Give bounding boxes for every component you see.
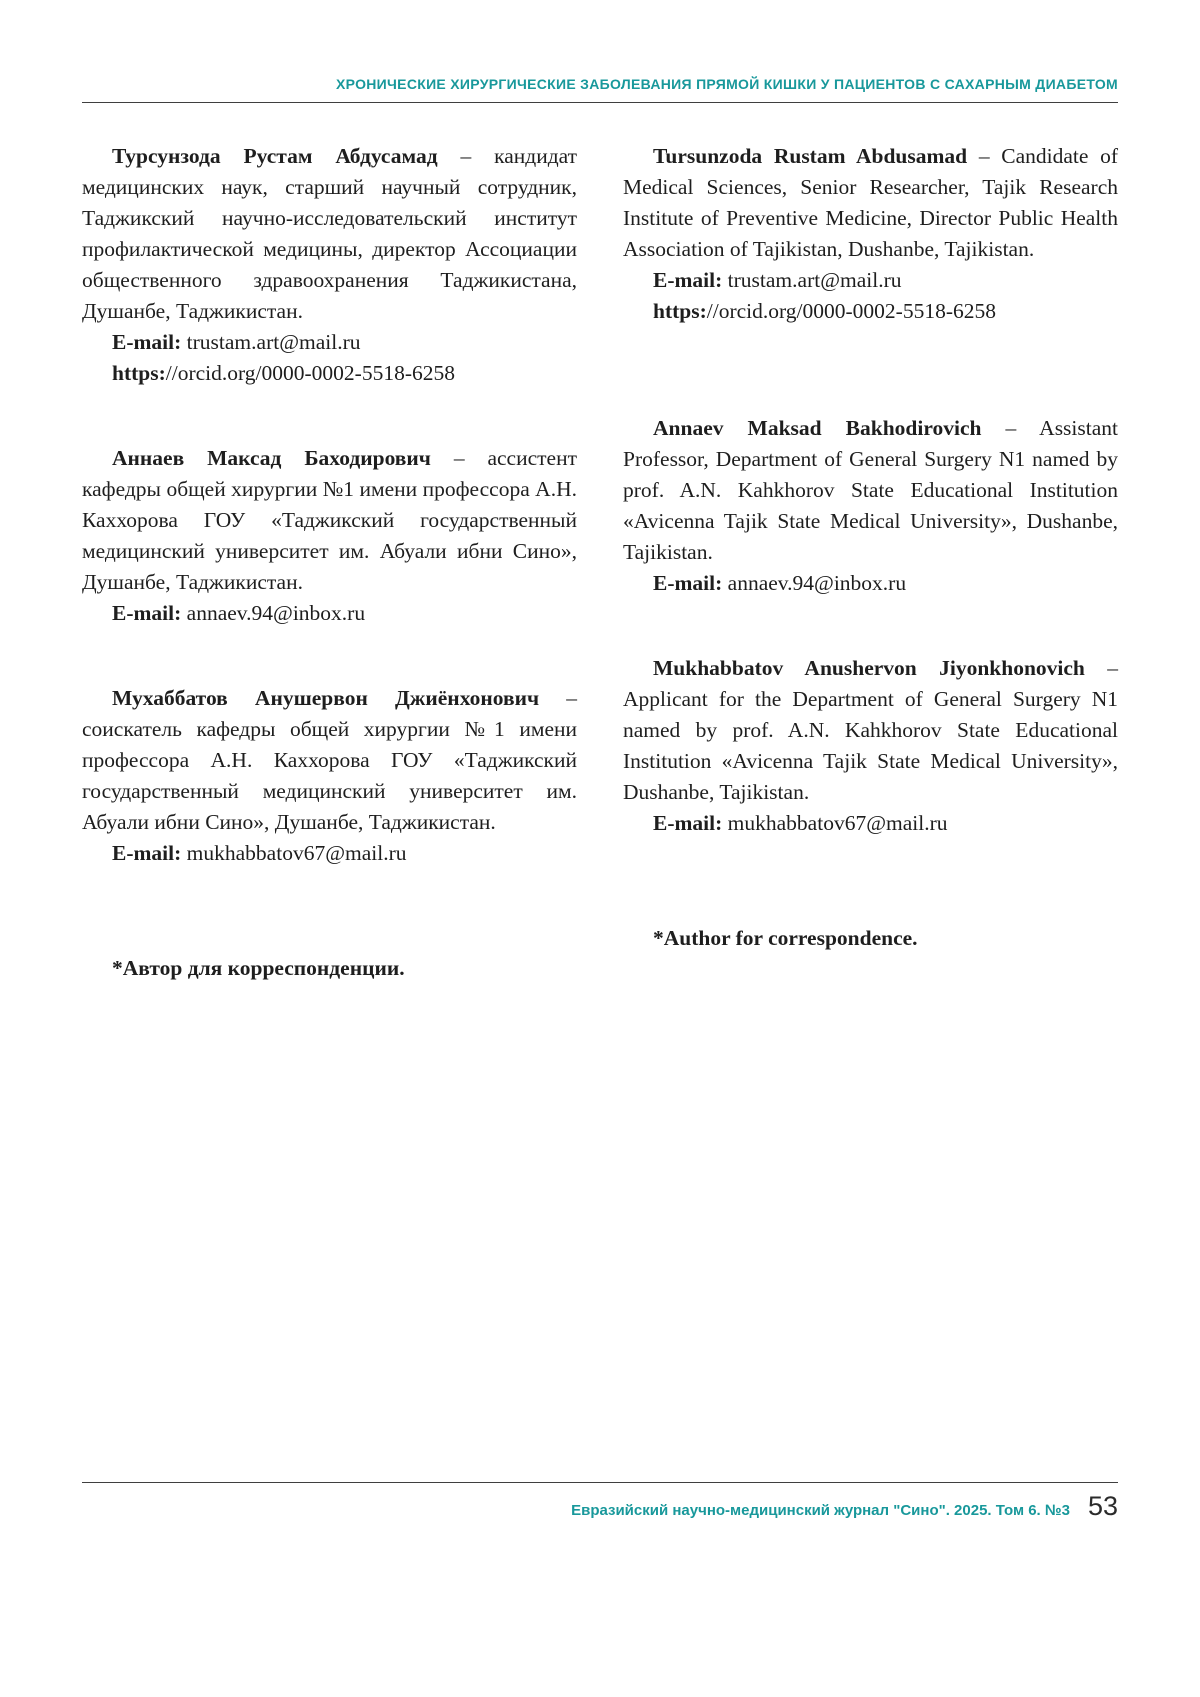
author-columns bbox=[0, 141, 1200, 984]
email-line bbox=[623, 265, 1118, 296]
correspondence-note-en: *Author for correspondence. bbox=[653, 926, 918, 950]
author-entry-ru-1 bbox=[82, 141, 577, 389]
orcid-label: https: bbox=[653, 299, 707, 323]
author-entry-en-1 bbox=[623, 141, 1118, 327]
page-footer bbox=[82, 1482, 1118, 1522]
column-english bbox=[623, 141, 1118, 984]
author-paragraph bbox=[82, 141, 577, 327]
author-description: – Applicant for the Department of General Surgery N1 named by prof. A.N. Kahkhorov State Educational Institution «Avicenna Tajik State Medical University», Dushanbe, Tajikistan. bbox=[623, 656, 1119, 804]
author-paragraph bbox=[623, 413, 1118, 568]
email-value: trustam.art@mail.ru bbox=[186, 330, 361, 354]
author-name: Аннаев Максад Баходирович bbox=[112, 446, 431, 470]
email-line bbox=[82, 327, 577, 358]
orcid-value: //orcid.org/0000-0002-5518-6258 bbox=[706, 299, 996, 323]
author-name: Мухаббатов Анушервон Джиёнхонович bbox=[112, 686, 540, 710]
author-paragraph bbox=[82, 683, 577, 838]
author-paragraph bbox=[623, 141, 1118, 265]
column-russian bbox=[82, 141, 577, 984]
orcid-line bbox=[623, 296, 1118, 327]
email-line bbox=[623, 568, 1118, 599]
author-description: – соискатель кафедры общей хирургии №1 имени профессора А.Н. Каххорова ГОУ «Таджикский государственный медицинский университет им. Абуали ибни Сино», Душанбе, Таджикистан. bbox=[82, 686, 578, 834]
author-paragraph bbox=[82, 443, 577, 598]
running-title: ХРОНИЧЕСКИЕ ХИРУРГИЧЕСКИЕ ЗАБОЛЕВАНИЯ ПРЯМОЙ КИШКИ У ПАЦИЕНТОВ С САХАРНЫМ ДИАБЕТОМ bbox=[335, 76, 1118, 92]
email-value: annaev.94@inbox.ru bbox=[186, 601, 366, 625]
email-value: mukhabbatov67@mail.ru bbox=[186, 841, 407, 865]
footer-line bbox=[82, 1491, 1118, 1522]
author-name: Турсунзода Рустам Абдусамад bbox=[112, 144, 438, 168]
author-name: Mukhabbatov Anushervon Jiyonkhonovich bbox=[653, 656, 1085, 680]
author-name: Tursunzoda Rustam Abdusamad bbox=[653, 144, 968, 168]
header-rule bbox=[82, 102, 1118, 103]
email-line bbox=[82, 598, 577, 629]
orcid-label: https: bbox=[112, 361, 166, 385]
author-description: – кандидат медицинских наук, старший научный сотрудник, Таджикский научно-исследовательский институт профилактической медицины, директор Ассоциации общественного здравоохранения Таджикистана, Душанбе, Таджикистан. bbox=[82, 144, 578, 323]
email-value: mukhabbatov67@mail.ru bbox=[727, 811, 948, 835]
email-value: annaev.94@inbox.ru bbox=[727, 571, 907, 595]
orcid-line bbox=[82, 358, 577, 389]
journal-citation: Евразийский научно-медицинский журнал "Сино". 2025. Том 6. №3 bbox=[571, 1502, 1070, 1519]
email-label: E-mail: bbox=[112, 330, 182, 354]
email-label: E-mail: bbox=[653, 268, 723, 292]
author-entry-ru-2 bbox=[82, 443, 577, 629]
author-paragraph bbox=[623, 653, 1118, 808]
author-entry-en-2 bbox=[623, 413, 1118, 599]
page-number: 53 bbox=[1087, 1491, 1118, 1521]
author-entry-ru-3 bbox=[82, 683, 577, 869]
author-description: – Assistant Professor, Department of General Surgery N1 named by prof. A.N. Kahkhorov State Educational Institution «Avicenna Tajik State Medical University», Dushanbe, Tajikistan. bbox=[623, 416, 1119, 564]
email-label: E-mail: bbox=[653, 571, 723, 595]
author-entry-en-3 bbox=[623, 653, 1118, 839]
author-description: – Candidate of Medical Sciences, Senior Researcher, Tajik Research Institute of Preventive Medicine, Director Public Health Association of Tajikistan, Dushanbe, Tajikistan. bbox=[623, 144, 1119, 261]
email-value: trustam.art@mail.ru bbox=[727, 268, 902, 292]
footer-rule bbox=[82, 1482, 1118, 1483]
email-label: E-mail: bbox=[653, 811, 723, 835]
email-line bbox=[623, 808, 1118, 839]
email-label: E-mail: bbox=[112, 601, 182, 625]
page-header bbox=[0, 0, 1200, 103]
author-description: – ассистент кафедры общей хирургии №1 имени профессора А.Н. Каххорова ГОУ «Таджикский государственный медицинский университет им. Абуали ибни Сино», Душанбе, Таджикистан. bbox=[82, 446, 577, 594]
email-line bbox=[82, 838, 577, 869]
correspondence-note-ru: *Автор для корреспонденции. bbox=[112, 956, 405, 980]
author-name: Annaev Maksad Bakhodirovich bbox=[653, 416, 982, 440]
orcid-value: //orcid.org/0000-0002-5518-6258 bbox=[165, 361, 455, 385]
email-label: E-mail: bbox=[112, 841, 182, 865]
